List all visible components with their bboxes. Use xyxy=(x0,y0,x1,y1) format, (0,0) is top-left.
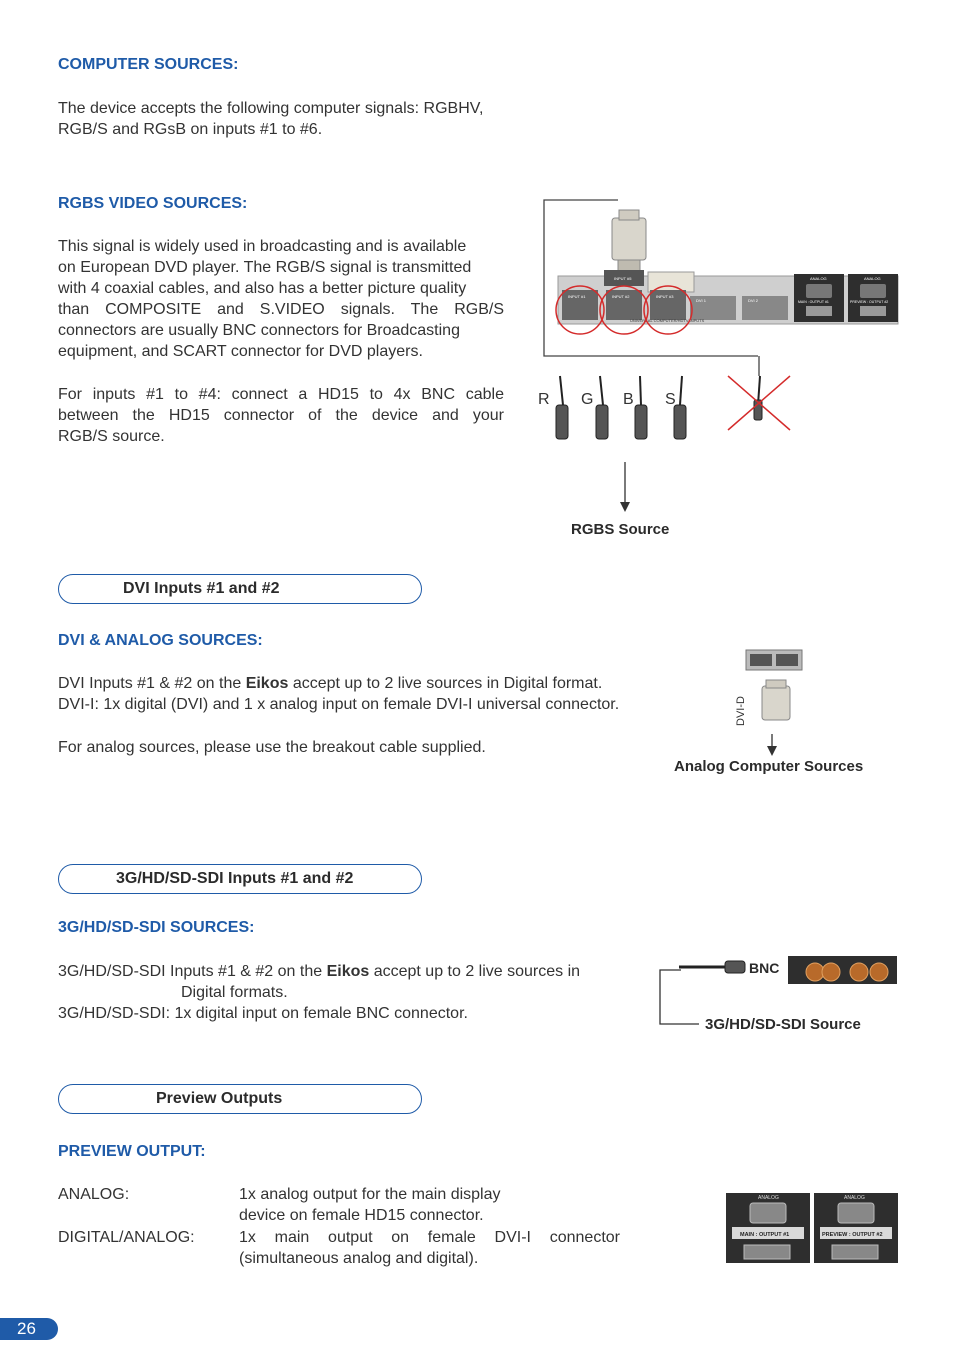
dvi-port-icon xyxy=(744,1245,790,1259)
rgbs-source-caption: RGBS Source xyxy=(571,521,670,538)
text-line: device on female HD15 connector. xyxy=(239,1207,484,1224)
text-line: 1x main output on female DVI-I connector xyxy=(239,1229,620,1246)
panel-label: INPUT #1 xyxy=(568,294,586,299)
dvi-paragraph xyxy=(58,673,619,758)
text-line: 1x analog output for the main display xyxy=(239,1186,501,1203)
text-line: RGB/S source. xyxy=(58,428,165,445)
computer-sources-text xyxy=(58,98,483,140)
bnc-port-icon xyxy=(822,963,840,981)
bnc-label: BNC xyxy=(749,960,780,976)
text-line: For inputs #1 to #4: connect a HD15 to 4x BNC cable xyxy=(58,386,504,403)
brand-name: Eikos xyxy=(326,963,370,980)
panel-label: DVI 2 xyxy=(748,298,759,303)
text-span: accept up to 2 live sources in xyxy=(369,963,581,980)
sdi-source-caption: 3G/HD/SD-SDI Source xyxy=(705,1016,861,1033)
device-rear-panel xyxy=(558,270,898,324)
text-span: accept up to 2 live sources in Digital format. xyxy=(288,675,603,692)
computer-sources-heading: COMPUTER SOURCES: xyxy=(58,56,239,73)
rgbs-paragraph-2 xyxy=(58,384,504,447)
panel-label: PREVIEW : OUTPUT #2 xyxy=(822,1232,883,1238)
text-line: Digital formats. xyxy=(181,984,288,1001)
rgbs-heading: RGBS VIDEO SOURCES: xyxy=(58,195,248,212)
dvi-heading: DVI & ANALOG SOURCES: xyxy=(58,632,263,649)
dvi-inputs-pill xyxy=(58,574,422,604)
page-number-label: 26 xyxy=(17,1319,36,1338)
text-line xyxy=(58,673,619,694)
text-line: (simultaneous analog and digital). xyxy=(239,1250,479,1267)
page-number xyxy=(0,1318,58,1340)
analog-description xyxy=(239,1184,501,1226)
dvi-adapter-icon xyxy=(762,686,790,720)
cable-label-r: R xyxy=(538,391,550,408)
panel-label: INPUT #2 xyxy=(612,294,630,299)
brand-name: Eikos xyxy=(245,675,289,692)
analog-computer-sources-caption: Analog Computer Sources xyxy=(674,758,864,775)
bnc-port-icon xyxy=(850,963,868,981)
text-line: on European DVD player. The RGB/S signal is transmitted xyxy=(58,259,472,276)
digital-analog-label: DIGITAL/ANALOG: xyxy=(58,1229,195,1246)
text-line: This signal is widely used in broadcasting and is available xyxy=(58,238,467,255)
preview-outputs-pill xyxy=(58,1084,422,1114)
hd15-port-icon xyxy=(750,1203,786,1223)
panel-label: INPUT #3 xyxy=(656,294,674,299)
panel-label: MAIN : OUTPUT #1 xyxy=(798,300,829,304)
rgbs-paragraph-1 xyxy=(58,236,504,362)
cable-label-g: G xyxy=(581,391,594,408)
bnc-port-icon xyxy=(806,963,824,981)
rgbs-connection-diagram xyxy=(530,190,910,520)
text-line: 3G/HD/SD-SDI: 1x digital input on female BNC connector. xyxy=(58,1005,468,1022)
text-line xyxy=(58,961,580,982)
panel-label: MAIN : OUTPUT #1 xyxy=(740,1232,790,1238)
panel-label: ANALOG xyxy=(864,276,881,281)
text-line: RGB/S and RGsB on inputs #1 to #6. xyxy=(58,121,323,138)
text-line: equipment, and SCART connector for DVD players. xyxy=(58,343,423,360)
text-line: DVI-I: 1x digital (DVI) and 1 x analog input on female DVI-I universal connector. xyxy=(58,696,620,713)
sdi-heading: 3G/HD/SD-SDI SOURCES: xyxy=(58,919,255,936)
analog-label: ANALOG: xyxy=(58,1186,130,1203)
text-span: DVI Inputs #1 & #2 on the xyxy=(58,675,246,692)
cable-label-b: B xyxy=(623,391,634,408)
text-line: with 4 coaxial cables, and also has a better picture quality xyxy=(58,280,467,297)
panel-label: INPUT #5 xyxy=(614,276,632,281)
panel-label: ANALOG xyxy=(758,1195,779,1201)
preview-heading: PREVIEW OUTPUT: xyxy=(58,1143,206,1160)
dvi-port-icon xyxy=(832,1245,878,1259)
cable-label-s: S xyxy=(665,391,676,408)
preview-output-panel xyxy=(726,1193,898,1263)
panel-label: PREVIEW : OUTPUT #2 xyxy=(850,300,889,304)
hd15-port-icon xyxy=(838,1203,874,1223)
sdi-paragraph xyxy=(58,961,580,1024)
panel-label: ANALOG xyxy=(844,1195,865,1201)
text-line: connectors are usually BNC connectors for Broadcasting xyxy=(58,322,460,339)
panel-label: UNIVERSAL COMPUTER/HDTV INPUTS xyxy=(630,318,705,323)
hd15-adapter-icon xyxy=(612,210,646,272)
text-span: 3G/HD/SD-SDI Inputs #1 & #2 on the xyxy=(58,963,327,980)
bnc-port-icon xyxy=(870,963,888,981)
sdi-inputs-pill xyxy=(58,864,422,894)
text-line: For analog sources, please use the breakout cable supplied. xyxy=(58,739,486,756)
text-line: The device accepts the following computer signals: RGBHV, xyxy=(58,100,484,117)
digital-analog-description xyxy=(239,1227,620,1269)
pill-label: DVI Inputs #1 and #2 xyxy=(123,580,280,597)
dvi-connector-diagram xyxy=(730,648,810,760)
panel-label: ANALOG xyxy=(810,276,827,281)
pill-label: 3G/HD/SD-SDI Inputs #1 and #2 xyxy=(116,870,354,887)
panel-label: DVI 1 xyxy=(696,298,707,303)
text-line: than COMPOSITE and S.VIDEO signals. The RGB/S xyxy=(58,301,504,318)
dvi-d-label: DVI-D xyxy=(735,696,747,726)
text-line: between the HD15 connector of the device and your xyxy=(58,407,504,424)
pill-label: Preview Outputs xyxy=(156,1090,283,1107)
